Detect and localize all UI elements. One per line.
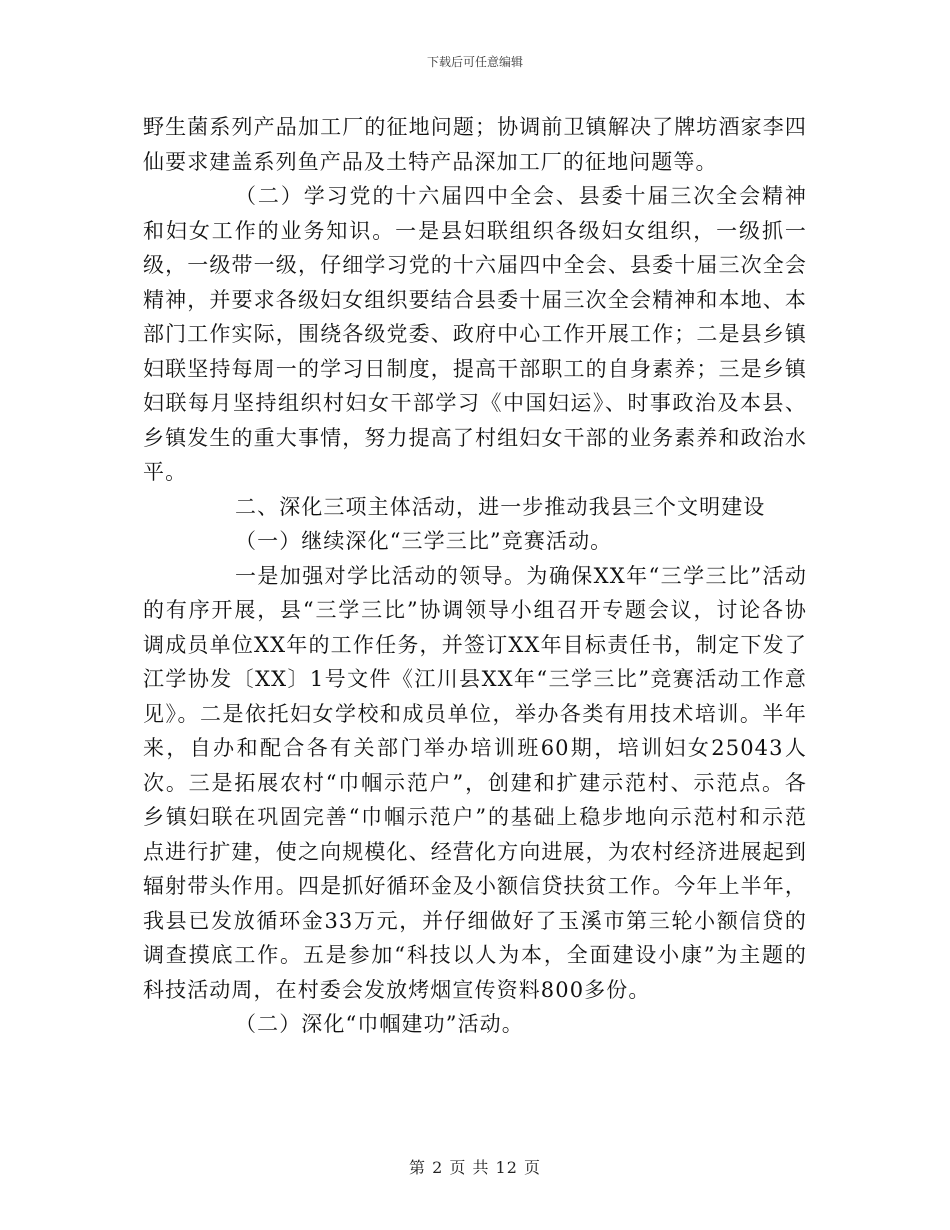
page-header-note: 下载后可任意编辑 [426,55,523,69]
paragraph-study-section: （二）学习党的十六届四中全会、县委十届三次全会精神和妇女工作的业务知识。一是县妇联组织各级妇女组织，一级抓一级，一级带一级，仔细学习党的十六届四中全会、县委十届三次全会精神，并要求各级妇女组织要结合县委十届三次全会精神和本地、本部门工作实际，围绕各级党委、政府中心工作开展工作；二是县乡镇妇联坚持每周一的学习日制度，提高干部职工的自身素养；三是乡镇妇联每月坚持组织村妇女干部学习《中国妇运》、时事政治及本县、乡镇发生的重大事情，努力提高了村组妇女干部的业务素养和政治水平。 [143,184,807,484]
subsection-heading-one: （一）继续深化“三学三比”竞赛活动。 [235,529,613,553]
subsection-heading-two: （二）深化“巾帼建功”活动。 [235,1012,524,1036]
section-heading-two: 二、深化三项主体活动，进一步推动我县三个文明建设 [235,494,766,519]
paragraph-continuation: 野生菌系列产品加工厂的征地问题；协调前卫镇解决了牌坊酒家李四仙要求建盖系列鱼产品及土特产品深加工厂的征地问题等。 [143,115,807,174]
paragraph-three-study-activities: 一是加强对学比活动的领导。为确保XX年“三学三比”活动的有序开展，县“三学三比”协调领导小组召开专题会议，讨论各协调成员单位XX年的工作任务，并签订XX年目标责任书，制定下发了江学协发〔XX〕1号文件《江川县XX年“三学三比”竞赛活动工作意见》。二是依托妇女学校和成员单位，举办各类有用技术培训。半年来，自办和配合各有关部门举办培训班60期，培训妇女25043人次。三是拓展农村“巾帼示范户”，创建和扩建示范村、示范点。各乡镇妇联在巩固完善“巾帼示范户”的基础上稳步地向示范村和示范点进行扩建，使之向规模化、经营化方向进展，为农村经济进展起到辐射带头作用。四是抓好循环金及小额信贷扶贫工作。今年上半年，我县已发放循环金33万元，并仔细做好了玉溪市第三轮小额信贷的调查摸底工作。五是参加“科技以人为本，全面建设小康”为主题的科技活动周，在村委会发放烤烟宣传资料800多份。 [143,563,807,1002]
page-number-footer: 第 2 页 共 12 页 [409,1158,541,1177]
document-body [143,110,807,1042]
